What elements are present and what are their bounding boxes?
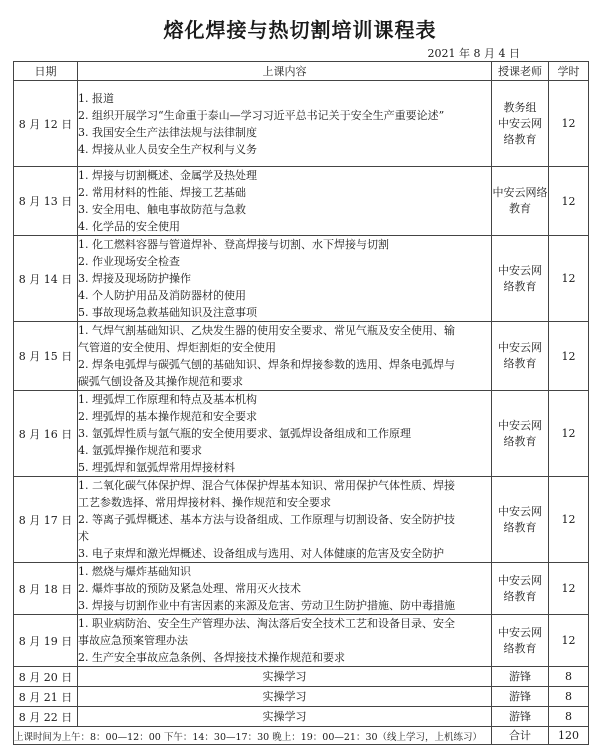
content-line: 2. 埋弧焊的基本操作规范和安全要求 — [78, 410, 257, 423]
document-date: 2021 年 8 月 4 日 — [427, 47, 520, 60]
row-content — [78, 615, 492, 667]
content-line: 2. 作业现场安全检查 — [78, 255, 180, 268]
row-teacher — [492, 477, 549, 563]
teacher-line: 中安云网 — [498, 573, 542, 587]
row-teacher — [492, 236, 549, 322]
content-line: 实操学习 — [262, 710, 307, 723]
teacher-line: 教务组 — [503, 100, 537, 114]
content-line: 实操学习 — [262, 670, 307, 683]
page-title: 熔化焊接与热切割培训课程表 — [163, 18, 437, 42]
footer-row — [14, 727, 589, 745]
table-header-row — [14, 62, 589, 81]
row-content — [78, 707, 492, 727]
row-date: 8 月 15 日 — [14, 322, 78, 391]
content-line: 1. 报道 — [78, 91, 114, 105]
teacher-line: 络教育 — [503, 641, 537, 655]
row-content — [78, 667, 492, 687]
schedule-table — [13, 61, 589, 745]
teacher-line: 络教育 — [503, 279, 537, 293]
content-line: 2. 生产安全事故应急条例、各焊接技术操作规范和要求 — [78, 651, 345, 664]
content-line: 工艺参数选择、常用焊接材料、操作规范和安全要求 — [78, 496, 331, 509]
row-hours: 8 — [549, 667, 589, 687]
teacher-line: 络教育 — [503, 589, 537, 603]
content-line: 4. 氩弧焊操作规范和要求 — [78, 444, 202, 457]
content-line: 1. 燃烧与爆炸基础知识 — [78, 565, 191, 578]
schedule-rows — [14, 81, 589, 727]
content-line: 2. 等离子弧焊概述、基本方法与设备组成、工作原理与切割设备、安全防护技 — [78, 513, 455, 526]
content-line: 3. 焊接及现场防护操作 — [78, 272, 191, 285]
row-hours: 12 — [549, 615, 589, 667]
teacher-line: 中安云网 — [498, 341, 542, 354]
row-content — [78, 81, 492, 167]
row-teacher — [492, 563, 549, 615]
row-content — [78, 477, 492, 563]
teacher-line: 络教育 — [503, 434, 537, 448]
row-date: 8 月 13 日 — [14, 167, 78, 236]
content-line: 2. 组织开展学习“生命重于泰山—学习习近平总书记关于安全生产重要论述” — [78, 108, 445, 122]
row-content — [78, 322, 492, 391]
row-hours: 8 — [549, 707, 589, 727]
row-date: 8 月 20 日 — [14, 667, 78, 687]
table-row — [14, 667, 589, 687]
row-date: 8 月 22 日 — [14, 707, 78, 727]
row-hours: 12 — [549, 477, 589, 563]
table-row — [14, 687, 589, 707]
row-hours: 12 — [549, 322, 589, 391]
teacher-line: 游锋 — [509, 689, 531, 703]
content-line: 4. 化学品的安全使用 — [78, 220, 180, 233]
table-row — [14, 236, 589, 322]
header-date: 日期 — [14, 62, 78, 81]
row-date: 8 月 17 日 — [14, 477, 78, 563]
content-line: 5. 埋弧焊和氩弧焊常用焊接材料 — [78, 461, 235, 474]
content-line: 2. 焊条电弧焊与碳弧气刨的基础知识、焊条和焊接参数的选用、焊条电弧焊与 — [78, 358, 455, 371]
content-line: 1. 埋弧焊工作原理和特点及基本机构 — [78, 393, 257, 406]
content-line: 事故应急预案管理办法 — [78, 634, 188, 647]
row-content — [78, 167, 492, 236]
table-row — [14, 81, 589, 167]
row-date: 8 月 16 日 — [14, 391, 78, 477]
content-line: 术 — [78, 530, 89, 543]
header-content: 上课内容 — [78, 62, 492, 81]
row-content — [78, 391, 492, 477]
row-teacher — [492, 667, 549, 687]
row-teacher — [492, 687, 549, 707]
teacher-line: 游锋 — [509, 669, 531, 683]
content-line: 1. 气焊气割基础知识、乙炔发生器的使用安全要求、常见气瓶及安全使用、输 — [78, 324, 455, 337]
teacher-line: 络教育 — [503, 357, 537, 370]
row-teacher — [492, 322, 549, 391]
row-date: 8 月 14 日 — [14, 236, 78, 322]
teacher-line: 游锋 — [509, 709, 531, 723]
table-row — [14, 563, 589, 615]
teacher-line: 中安云网 — [498, 504, 542, 518]
content-line: 3. 电子束焊和激光焊概述、设备组成与选用、对人体健康的危害及安全防护 — [78, 547, 444, 560]
content-line: 2. 爆炸事故的预防及紧急处理、常用灭火技术 — [78, 582, 301, 595]
row-date: 8 月 19 日 — [14, 615, 78, 667]
row-date: 8 月 18 日 — [14, 563, 78, 615]
table-row — [14, 322, 589, 391]
header-hours: 学时 — [549, 62, 589, 81]
row-hours: 12 — [549, 81, 589, 167]
row-hours: 12 — [549, 236, 589, 322]
header-teacher: 授课老师 — [492, 62, 549, 81]
table-row — [14, 167, 589, 236]
teacher-line: 络教育 — [503, 132, 537, 146]
table-row — [14, 391, 589, 477]
total-hours: 120 — [549, 727, 589, 745]
table-row — [14, 707, 589, 727]
content-line: 1. 化工燃料容器与管道焊补、登高焊接与切割、水下焊接与切割 — [78, 238, 389, 251]
teacher-line: 中安云网 — [498, 116, 542, 130]
total-label: 合计 — [492, 727, 549, 745]
content-line: 1. 焊接与切割概述、金属学及热处理 — [78, 169, 257, 182]
teacher-line: 中安云网 — [498, 418, 542, 432]
teacher-line: 中安云网 — [498, 263, 542, 277]
row-hours: 12 — [549, 167, 589, 236]
row-hours: 12 — [549, 391, 589, 477]
content-line: 气管道的安全使用、焊炬割炬的安全使用 — [78, 341, 276, 354]
row-teacher — [492, 615, 549, 667]
teacher-line: 中安云网 — [498, 625, 542, 639]
teacher-line: 络教育 — [503, 520, 537, 534]
content-line: 1. 二氧化碳气体保护焊、混合气体保护焊基本知识、常用保护气体性质、焊接 — [78, 479, 455, 492]
content-line: 2. 常用材料的性能、焊接工艺基础 — [78, 186, 246, 199]
row-date: 8 月 21 日 — [14, 687, 78, 707]
content-line: 碳弧气刨设备及其操作规范和要求 — [78, 375, 243, 388]
row-teacher — [492, 391, 549, 477]
content-line: 1. 职业病防治、安全生产管理办法、淘汰落后安全技术工艺和设备目录、安全 — [78, 617, 455, 630]
row-content — [78, 236, 492, 322]
row-hours: 8 — [549, 687, 589, 707]
content-line: 4. 焊接从业人员安全生产权利与义务 — [78, 142, 257, 156]
row-date: 8 月 12 日 — [14, 81, 78, 167]
row-teacher — [492, 167, 549, 236]
content-line: 3. 安全用电、触电事故防范与急救 — [78, 203, 246, 216]
table-row — [14, 477, 589, 563]
content-line: 实操学习 — [262, 690, 307, 703]
content-line: 4. 个人防护用品及消防器材的使用 — [78, 289, 246, 302]
class-time-note: 上课时间为上午：8：00—12：00 下午：14：30—17：30 晚上：19：00—21：30（线上学习，上机练习） — [14, 727, 492, 745]
row-teacher — [492, 707, 549, 727]
content-line: 3. 焊接与切割作业中有害因素的来源及危害、劳动卫生防护措施、防中毒措施 — [78, 599, 455, 612]
content-line: 3. 我国安全生产法律法规与法律制度 — [78, 125, 257, 139]
content-line: 5. 事故现场急救基础知识及注意事项 — [78, 306, 257, 319]
row-content — [78, 687, 492, 707]
table-row — [14, 615, 589, 667]
content-line: 3. 氩弧焊性质与氩气瓶的安全使用要求、氩弧焊设备组成和工作原理 — [78, 427, 411, 440]
teacher-line: 中安云网络教育 — [492, 186, 548, 215]
row-hours: 12 — [549, 563, 589, 615]
row-teacher — [492, 81, 549, 167]
row-content — [78, 563, 492, 615]
